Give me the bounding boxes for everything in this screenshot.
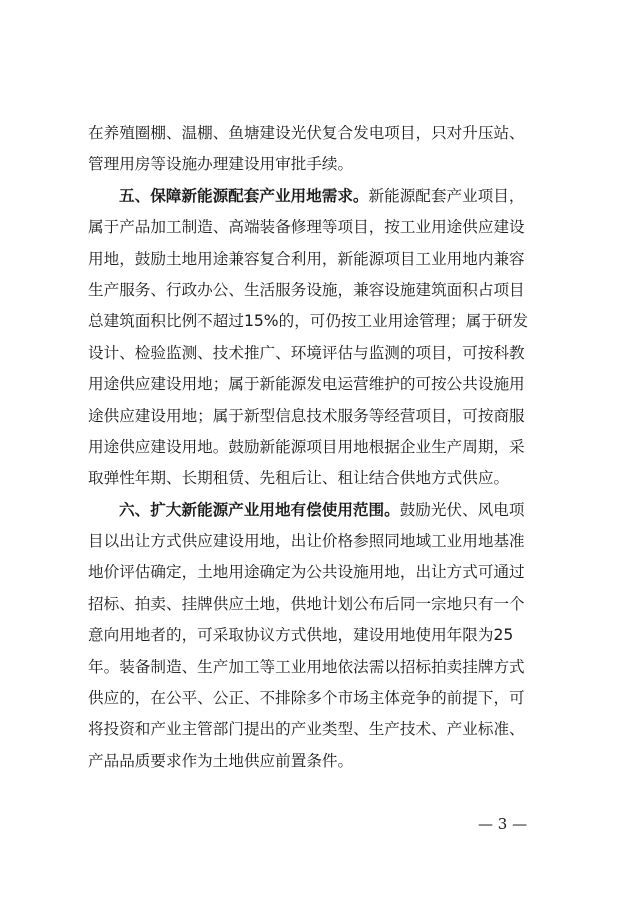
line-text: 用地，鼓励土地用途兼容复合利用，新能源项目工业用地内兼容 (88, 249, 525, 268)
text-line-11 (88, 432, 563, 463)
text-line-7 (88, 306, 563, 337)
line-text: 用途供应建设用地；属于新能源发电运营维护的可按公共设施用 (88, 375, 525, 394)
text-line-15 (88, 557, 563, 588)
section-heading-6: 六、扩大新能源产业用地有偿使用范围。 (119, 500, 400, 519)
line-text: 属于产品加工制造、高端装备修理等项目，按工业用途供应建设 (88, 218, 525, 237)
line-text: 鼓励光伏、风电项 (399, 500, 525, 519)
line-text: 总建筑面积比例不超过15%的，可仍按工业用途管理；属于研发 (88, 312, 529, 331)
text-line-13 (88, 495, 563, 526)
text-line-12 (88, 463, 563, 494)
text-line-5 (88, 244, 563, 275)
line-text: 生产服务、行政办公、生活服务设施，兼容设施建筑面积占项目 (88, 280, 525, 299)
line-text: 将投资和产业主管部门提出的产业类型、生产技术、产业标准、 (88, 720, 525, 739)
text-line-1 (88, 118, 563, 149)
text-line-19 (88, 683, 563, 714)
page-number: — 3 — (478, 815, 528, 833)
line-text: 途供应建设用地；属于新型信息技术服务等经营项目，可按商服 (88, 406, 525, 425)
text-line-21 (88, 746, 563, 777)
text-line-10 (88, 401, 563, 432)
line-text: 地价评估确定，土地用途确定为公共设施用地，出让方式可通过 (88, 563, 525, 582)
line-text: 意向用地者的，可采取协议方式供地，建设用地使用年限为25 (88, 626, 514, 645)
line-text: 在养殖圈棚、温棚、鱼塘建设光伏复合发电项目，只对升压站、 (88, 124, 525, 142)
line-text: 取弹性年期、长期租赁、先租后让、租让结合供地方式供应。 (88, 469, 510, 488)
text-line-16 (88, 589, 563, 620)
text-line-9 (88, 369, 563, 400)
text-line-2 (88, 149, 563, 180)
line-text: 新能源配套产业项目， (368, 186, 525, 205)
line-text: 年。装备制造、生产加工等工业用地依法需以招标拍卖挂牌方式 (88, 657, 525, 676)
line-text: 用途供应建设用地。鼓励新能源项目用地根据企业生产周期，采 (88, 437, 525, 456)
text-line-8 (88, 338, 563, 369)
section-heading-5: 五、保障新能源配套产业用地需求。 (119, 186, 369, 205)
line-text: 产品品质要求作为土地供应前置条件。 (88, 751, 354, 770)
line-text: 管理用房等设施办理建设用审批手续。 (88, 155, 354, 174)
text-line-3 (88, 181, 563, 212)
line-text: 招标、拍卖、挂牌供应土地，供地计划公布后同一宗地只有一个 (88, 594, 525, 613)
text-line-20 (88, 714, 563, 745)
line-text: 设计、检验监测、技术推广、环境评估与监测的项目，可按科教 (88, 343, 525, 362)
text-line-18 (88, 652, 563, 683)
document-body (88, 118, 563, 777)
text-line-17 (88, 620, 563, 651)
text-line-14 (88, 526, 563, 557)
text-line-4 (88, 212, 563, 243)
line-text: 供应的，在公平、公正、不排除多个市场主体竞争的前提下，可 (88, 689, 525, 708)
line-text: 目以出让方式供应建设用地，出让价格参照同地域工业用地基准 (88, 532, 525, 551)
text-line-6 (88, 275, 563, 306)
